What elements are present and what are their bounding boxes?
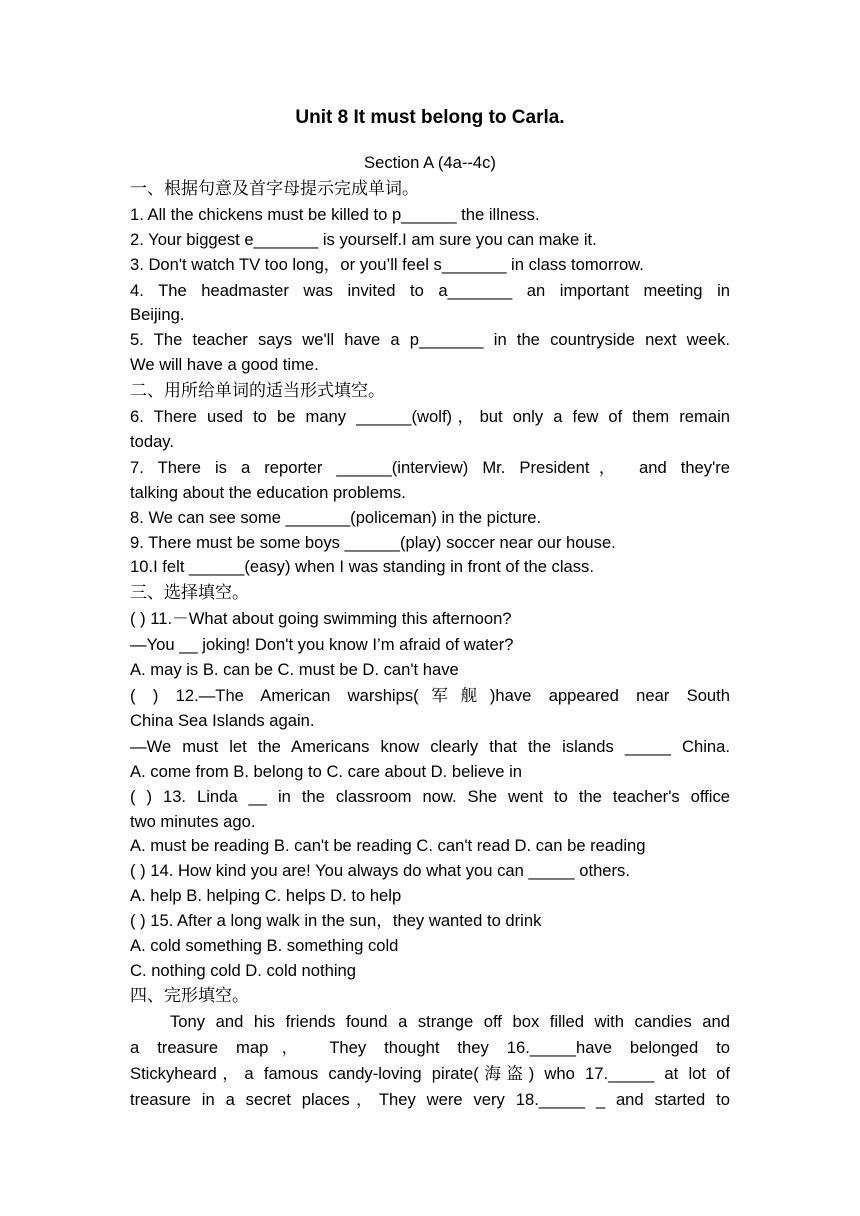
answer-options: A. cold something B. something cold	[130, 936, 399, 955]
question-line: ( ) 14. How kind you are! You always do what you can _____ others.	[130, 861, 630, 880]
part3-heading: 三、选择填空。	[130, 583, 249, 603]
question-line: China Sea Islands again.	[130, 711, 315, 730]
question-line: ( ) 15. After a long walk in the sun，they wanted to drink	[130, 911, 542, 930]
part4-heading: 四、完形填空。	[130, 986, 249, 1006]
question-line: 7. There is a reporter ______(interview) Mr. President， and they're	[130, 458, 730, 477]
question-line: —You __ joking! Don't you know I’m afraid of water?	[130, 635, 514, 654]
section-subtitle: Section A (4a--4c)	[364, 153, 496, 172]
answer-options: A. must be reading B. can't be reading C. can't read D. can be reading	[130, 836, 646, 855]
question-line: 8. We can see some _______(policeman) in the picture.	[130, 508, 542, 527]
question-line: 10.I felt ______(easy) when I was standing in front of the class.	[130, 557, 594, 576]
passage-line: Stickyheard，a famous candy-loving pirate(海盗) who 17._____ at lot of	[130, 1064, 730, 1083]
question-line: ( ) 12.—The American warships(军舰)have appeared near South	[130, 686, 730, 705]
question-line: 9. There must be some boys ______(play) soccer near our house.	[130, 533, 616, 552]
question-line: 5. The teacher says we'll have a p_______ in the countryside next week.	[130, 330, 730, 349]
question-line: We will have a good time.	[130, 355, 319, 374]
answer-options: A. come from B. belong to C. care about D. believe in	[130, 762, 522, 781]
question-line: —We must let the Americans know clearly that the islands _____ China.	[130, 737, 730, 756]
question-line: 4. The headmaster was invited to a_______ an important meeting in	[130, 281, 730, 300]
answer-options: A. help B. helping C. helps D. to help	[130, 886, 402, 905]
answer-options: C. nothing cold D. cold nothing	[130, 961, 357, 980]
question-line: 3. Don't watch TV too long，or you’ll feel s_______ in class tomorrow.	[130, 255, 644, 274]
question-line: today.	[130, 432, 174, 451]
passage-line: a treasure map， They thought they 16._____have belonged to	[130, 1038, 730, 1057]
page-title: Unit 8 It must belong to Carla.	[295, 107, 565, 128]
question-line: two minutes ago.	[130, 812, 256, 831]
question-line: 2. Your biggest e_______ is yourself.I am sure you can make it.	[130, 230, 597, 249]
question-line: 6. There used to be many ______(wolf)，but only a few of them remain	[130, 407, 730, 426]
passage-line: treasure in a secret places，They were very 18._____ _ and started to	[130, 1090, 730, 1109]
question-line: ( ) 11.－What about going swimming this afternoon?	[130, 609, 512, 628]
question-line: Beijing.	[130, 305, 185, 324]
part1-heading: 一、根据句意及首字母提示完成单词。	[130, 179, 419, 199]
question-line: 1. All the chickens must be killed to p______ the illness.	[130, 205, 540, 224]
answer-options: A. may is B. can be C. must be D. can't have	[130, 660, 459, 679]
question-line: ( ) 13. Linda __ in the classroom now. She went to the teacher's office	[130, 787, 730, 806]
passage-line: Tony and his friends found a strange off box filled with candies and	[170, 1012, 730, 1031]
part2-heading: 二、用所给单词的适当形式填空。	[130, 381, 385, 401]
question-line: talking about the education problems.	[130, 483, 406, 502]
